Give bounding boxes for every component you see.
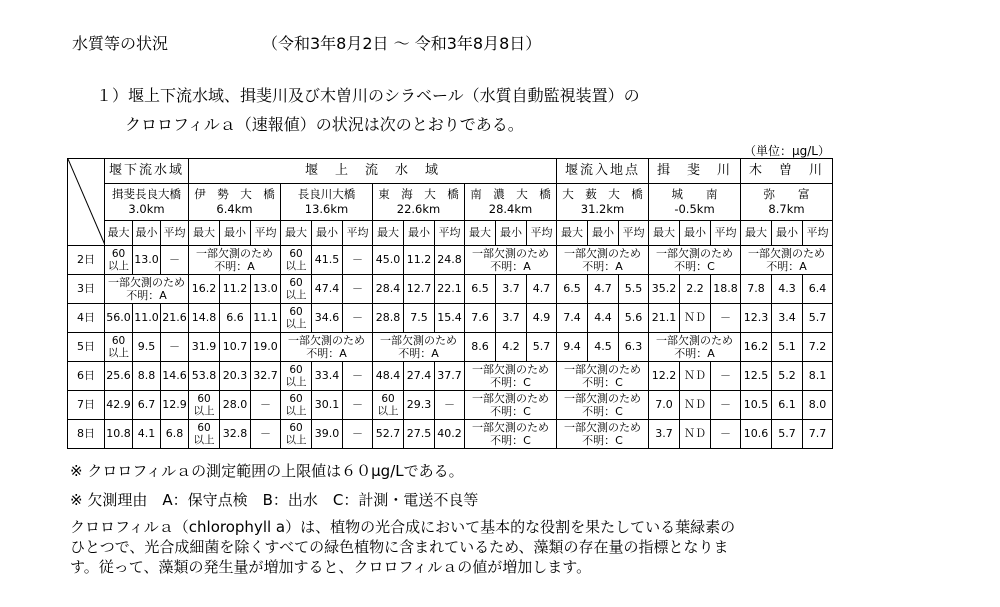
value-cell: 33.4 bbox=[312, 362, 343, 391]
value-cell: 20.3 bbox=[220, 362, 251, 391]
table-row bbox=[68, 362, 833, 391]
value-cell: 10.7 bbox=[220, 333, 251, 362]
value-cell: 6.4 bbox=[803, 275, 833, 304]
metric-header: 最大 bbox=[373, 221, 404, 246]
over-limit-cell: 60 以上 bbox=[281, 391, 312, 420]
station-header bbox=[373, 184, 465, 221]
over-limit-cell: 60 以上 bbox=[189, 391, 220, 420]
over-limit-cell: 60 以上 bbox=[105, 246, 133, 275]
value-cell: 7.7 bbox=[803, 420, 833, 449]
value-cell: 8.0 bbox=[803, 391, 833, 420]
station-name: 東 海 大 橋 bbox=[378, 187, 459, 201]
value-cell: 31.9 bbox=[189, 333, 220, 362]
day-label: 2日 bbox=[68, 246, 105, 275]
group-inflow: 堰流入地点 bbox=[557, 159, 649, 184]
value-cell: 16.2 bbox=[189, 275, 220, 304]
table-row bbox=[68, 275, 833, 304]
value-cell: － bbox=[711, 362, 741, 391]
metric-header: 平均 bbox=[435, 221, 465, 246]
value-cell: 5.7 bbox=[772, 420, 803, 449]
missing-data-cell: 一部欠測のため 不明：A bbox=[649, 333, 741, 362]
missing-data-cell: 一部欠測のため 不明：C bbox=[649, 246, 741, 275]
over-limit-cell: 60 以上 bbox=[105, 333, 133, 362]
value-cell: 3.7 bbox=[649, 420, 680, 449]
metric-header: 最小 bbox=[496, 221, 527, 246]
intro-line-2: クロロフィルａ（速報値）の状況は次のとおりである。 bbox=[125, 115, 524, 134]
corner-diagonal-cell bbox=[68, 159, 105, 246]
value-cell: 4.5 bbox=[588, 333, 619, 362]
value-cell: 12.2 bbox=[649, 362, 680, 391]
metric-header: 最大 bbox=[465, 221, 496, 246]
value-cell: 45.0 bbox=[373, 246, 404, 275]
value-cell: － bbox=[711, 304, 741, 333]
metric-header: 最小 bbox=[133, 221, 161, 246]
value-cell: 6.7 bbox=[133, 391, 161, 420]
table-row bbox=[68, 333, 833, 362]
station-header bbox=[741, 184, 833, 221]
chlorophyll-table bbox=[67, 158, 833, 449]
diagonal-line bbox=[68, 159, 105, 245]
value-cell: 8.1 bbox=[803, 362, 833, 391]
value-cell: 8.8 bbox=[133, 362, 161, 391]
value-cell: 6.5 bbox=[557, 275, 588, 304]
value-cell: － bbox=[251, 420, 281, 449]
station-header bbox=[557, 184, 649, 221]
missing-data-cell: 一部欠測のため 不明：C bbox=[465, 391, 557, 420]
value-cell: 3.7 bbox=[496, 275, 527, 304]
value-cell: 28.4 bbox=[373, 275, 404, 304]
value-cell: 52.7 bbox=[373, 420, 404, 449]
value-cell: 14.8 bbox=[189, 304, 220, 333]
value-cell: ＮＤ bbox=[680, 420, 711, 449]
value-cell: ＮＤ bbox=[680, 391, 711, 420]
note-paragraph-line-3: す。従って、藻類の発生量が増加すると、クロロフィルａの値が増加します。 bbox=[70, 558, 592, 576]
value-cell: － bbox=[343, 420, 373, 449]
value-cell: 9.4 bbox=[557, 333, 588, 362]
metric-header: 平均 bbox=[619, 221, 649, 246]
missing-data-cell: 一部欠測のため 不明：C bbox=[465, 420, 557, 449]
missing-data-cell: 一部欠測のため 不明：A bbox=[281, 333, 373, 362]
value-cell: 7.5 bbox=[404, 304, 435, 333]
metric-header: 平均 bbox=[251, 221, 281, 246]
value-cell: 7.8 bbox=[741, 275, 772, 304]
value-cell: 12.5 bbox=[741, 362, 772, 391]
day-label: 4日 bbox=[68, 304, 105, 333]
value-cell: 41.5 bbox=[312, 246, 343, 275]
value-cell: 7.6 bbox=[465, 304, 496, 333]
metric-header: 平均 bbox=[527, 221, 557, 246]
value-cell: 21.6 bbox=[161, 304, 189, 333]
value-cell: － bbox=[343, 275, 373, 304]
note-missing-reasons: ※ 欠測理由 A：保守点検 B：出水 C：計測・電送不良等 bbox=[70, 491, 479, 509]
value-cell: 34.6 bbox=[312, 304, 343, 333]
value-cell: 35.2 bbox=[649, 275, 680, 304]
missing-data-cell: 一部欠測のため 不明：A bbox=[373, 333, 465, 362]
value-cell: 21.1 bbox=[649, 304, 680, 333]
value-cell: 10.5 bbox=[741, 391, 772, 420]
metric-header: 最小 bbox=[680, 221, 711, 246]
value-cell: 37.7 bbox=[435, 362, 465, 391]
value-cell: 18.8 bbox=[711, 275, 741, 304]
value-cell: － bbox=[435, 391, 465, 420]
metric-header: 最小 bbox=[404, 221, 435, 246]
note-paragraph-line-1: クロロフィルａ（chlorophyll a）は、植物の光合成において基本的な役割を果たしている葉緑素の bbox=[70, 518, 736, 536]
value-cell: 13.0 bbox=[133, 246, 161, 275]
value-cell: 14.6 bbox=[161, 362, 189, 391]
station-header bbox=[105, 184, 189, 221]
value-cell: － bbox=[251, 391, 281, 420]
missing-data-cell: 一部欠測のため 不明：A bbox=[557, 246, 649, 275]
value-cell: － bbox=[343, 391, 373, 420]
day-label: 5日 bbox=[68, 333, 105, 362]
station-name: 大 薮 大 橋 bbox=[562, 187, 643, 201]
value-cell: 6.5 bbox=[465, 275, 496, 304]
metric-header: 平均 bbox=[161, 221, 189, 246]
value-cell: 7.0 bbox=[649, 391, 680, 420]
value-cell: 7.4 bbox=[557, 304, 588, 333]
station-distance: 22.6km bbox=[396, 202, 441, 216]
day-label: 8日 bbox=[68, 420, 105, 449]
group-upstream: 堰 上 流 水 域 bbox=[189, 159, 557, 184]
table-row bbox=[68, 304, 833, 333]
value-cell: 28.0 bbox=[220, 391, 251, 420]
missing-data-cell: 一部欠測のため 不明：A bbox=[465, 246, 557, 275]
over-limit-cell: 60 以上 bbox=[281, 420, 312, 449]
missing-data-cell: 一部欠測のため 不明：A bbox=[105, 275, 189, 304]
value-cell: 5.2 bbox=[772, 362, 803, 391]
value-cell: 5.6 bbox=[619, 304, 649, 333]
value-cell: 29.3 bbox=[404, 391, 435, 420]
station-header bbox=[281, 184, 373, 221]
metric-header: 最大 bbox=[281, 221, 312, 246]
missing-data-cell: 一部欠測のため 不明：A bbox=[741, 246, 833, 275]
value-cell: 19.0 bbox=[251, 333, 281, 362]
table-row bbox=[68, 420, 833, 449]
station-header bbox=[465, 184, 557, 221]
metric-header: 最大 bbox=[649, 221, 680, 246]
metric-header: 最小 bbox=[312, 221, 343, 246]
station-distance: 13.6km bbox=[304, 202, 349, 216]
station-distance: 28.4km bbox=[488, 202, 533, 216]
group-downstream: 堰下流水域 bbox=[105, 159, 189, 184]
value-cell: 6.6 bbox=[220, 304, 251, 333]
value-cell: 3.4 bbox=[772, 304, 803, 333]
day-label: 3日 bbox=[68, 275, 105, 304]
table-row bbox=[68, 246, 833, 275]
over-limit-cell: 60 以上 bbox=[373, 391, 404, 420]
value-cell: 5.7 bbox=[527, 333, 557, 362]
value-cell: 9.5 bbox=[133, 333, 161, 362]
value-cell: 4.1 bbox=[133, 420, 161, 449]
value-cell: 6.3 bbox=[619, 333, 649, 362]
value-cell: 32.7 bbox=[251, 362, 281, 391]
value-cell: 16.2 bbox=[741, 333, 772, 362]
value-cell: 12.3 bbox=[741, 304, 772, 333]
missing-data-cell: 一部欠測のため 不明：A bbox=[189, 246, 281, 275]
value-cell: 11.1 bbox=[251, 304, 281, 333]
value-cell: 11.0 bbox=[133, 304, 161, 333]
station-name: 弥 富 bbox=[763, 187, 810, 201]
value-cell: 2.2 bbox=[680, 275, 711, 304]
value-cell: 10.6 bbox=[741, 420, 772, 449]
metric-header: 平均 bbox=[711, 221, 741, 246]
over-limit-cell: 60 以上 bbox=[281, 304, 312, 333]
station-name: 長良川大橋 bbox=[297, 187, 356, 201]
value-cell: 56.0 bbox=[105, 304, 133, 333]
table-row bbox=[68, 391, 833, 420]
value-cell: 3.7 bbox=[496, 304, 527, 333]
station-distance: 31.2km bbox=[580, 202, 625, 216]
station-header bbox=[189, 184, 281, 221]
over-limit-cell: 60 以上 bbox=[189, 420, 220, 449]
missing-data-cell: 一部欠測のため 不明：C bbox=[557, 391, 649, 420]
station-header bbox=[649, 184, 741, 221]
value-cell: 30.1 bbox=[312, 391, 343, 420]
value-cell: 4.4 bbox=[588, 304, 619, 333]
over-limit-cell: 60 以上 bbox=[281, 275, 312, 304]
station-name: 伊 勢 大 橋 bbox=[194, 187, 275, 201]
day-label: 6日 bbox=[68, 362, 105, 391]
value-cell: － bbox=[711, 391, 741, 420]
station-distance: 8.7km bbox=[768, 202, 805, 216]
value-cell: － bbox=[343, 304, 373, 333]
value-cell: 10.8 bbox=[105, 420, 133, 449]
group-kiso-river: 木 曽 川 bbox=[741, 159, 833, 184]
metric-header: 最大 bbox=[741, 221, 772, 246]
value-cell: 47.4 bbox=[312, 275, 343, 304]
value-cell: 28.8 bbox=[373, 304, 404, 333]
value-cell: 12.9 bbox=[161, 391, 189, 420]
metric-header: 最小 bbox=[220, 221, 251, 246]
station-name: 南 濃 大 橋 bbox=[470, 187, 551, 201]
value-cell: 13.0 bbox=[251, 275, 281, 304]
value-cell: 15.4 bbox=[435, 304, 465, 333]
value-cell: 4.9 bbox=[527, 304, 557, 333]
value-cell: 25.6 bbox=[105, 362, 133, 391]
value-cell: 5.7 bbox=[803, 304, 833, 333]
value-cell: 4.2 bbox=[496, 333, 527, 362]
over-limit-cell: 60 以上 bbox=[281, 246, 312, 275]
value-cell: 12.7 bbox=[404, 275, 435, 304]
intro-line-1: １）堰上下流水域、揖斐川及び木曽川のシラベール（水質自動監視装置）の bbox=[96, 86, 640, 105]
unit-label: （単位：μg/L） bbox=[744, 144, 830, 158]
value-cell: ＮＤ bbox=[680, 304, 711, 333]
value-cell: － bbox=[161, 246, 189, 275]
value-cell: 32.8 bbox=[220, 420, 251, 449]
value-cell: 4.3 bbox=[772, 275, 803, 304]
missing-data-cell: 一部欠測のため 不明：C bbox=[557, 420, 649, 449]
value-cell: ＮＤ bbox=[680, 362, 711, 391]
group-ibi-river: 揖 斐 川 bbox=[649, 159, 741, 184]
value-cell: 48.4 bbox=[373, 362, 404, 391]
metric-header: 最小 bbox=[588, 221, 619, 246]
metric-header: 最大 bbox=[189, 221, 220, 246]
value-cell: 5.1 bbox=[772, 333, 803, 362]
page-title: 水質等の状況 bbox=[72, 34, 169, 53]
value-cell: 40.2 bbox=[435, 420, 465, 449]
missing-data-cell: 一部欠測のため 不明：C bbox=[557, 362, 649, 391]
note-upper-limit: ※ クロロフィルａの測定範囲の上限値は６０μg/Lである。 bbox=[70, 462, 464, 480]
station-distance: 6.4km bbox=[216, 202, 253, 216]
value-cell: 6.1 bbox=[772, 391, 803, 420]
day-label: 7日 bbox=[68, 391, 105, 420]
value-cell: 11.2 bbox=[404, 246, 435, 275]
metric-header: 最小 bbox=[772, 221, 803, 246]
value-cell: 53.8 bbox=[189, 362, 220, 391]
value-cell: 24.8 bbox=[435, 246, 465, 275]
value-cell: 4.7 bbox=[588, 275, 619, 304]
metric-header: 最大 bbox=[105, 221, 133, 246]
over-limit-cell: 60 以上 bbox=[281, 362, 312, 391]
value-cell: － bbox=[343, 246, 373, 275]
note-paragraph-line-2: ひとつで、光合成細菌を除くすべての緑色植物に含まれているため、藻類の存在量の指標となりま bbox=[70, 538, 729, 556]
value-cell: 39.0 bbox=[312, 420, 343, 449]
value-cell: 27.5 bbox=[404, 420, 435, 449]
metric-header: 最大 bbox=[557, 221, 588, 246]
station-distance: 3.0km bbox=[128, 202, 165, 216]
station-distance: -0.5km bbox=[674, 202, 715, 216]
metric-header: 平均 bbox=[343, 221, 373, 246]
value-cell: 27.4 bbox=[404, 362, 435, 391]
station-name: 城 南 bbox=[671, 187, 718, 201]
value-cell: － bbox=[711, 420, 741, 449]
value-cell: 42.9 bbox=[105, 391, 133, 420]
value-cell: 5.5 bbox=[619, 275, 649, 304]
value-cell: － bbox=[161, 333, 189, 362]
period-range: （令和3年8月2日 ～ 令和3年8月8日） bbox=[262, 34, 542, 53]
missing-data-cell: 一部欠測のため 不明：C bbox=[465, 362, 557, 391]
value-cell: 7.2 bbox=[803, 333, 833, 362]
value-cell: － bbox=[343, 362, 373, 391]
value-cell: 8.6 bbox=[465, 333, 496, 362]
value-cell: 22.1 bbox=[435, 275, 465, 304]
station-name: 揖斐長良大橋 bbox=[112, 187, 181, 201]
value-cell: 11.2 bbox=[220, 275, 251, 304]
metric-header: 平均 bbox=[803, 221, 833, 246]
value-cell: 6.8 bbox=[161, 420, 189, 449]
value-cell: 4.7 bbox=[527, 275, 557, 304]
